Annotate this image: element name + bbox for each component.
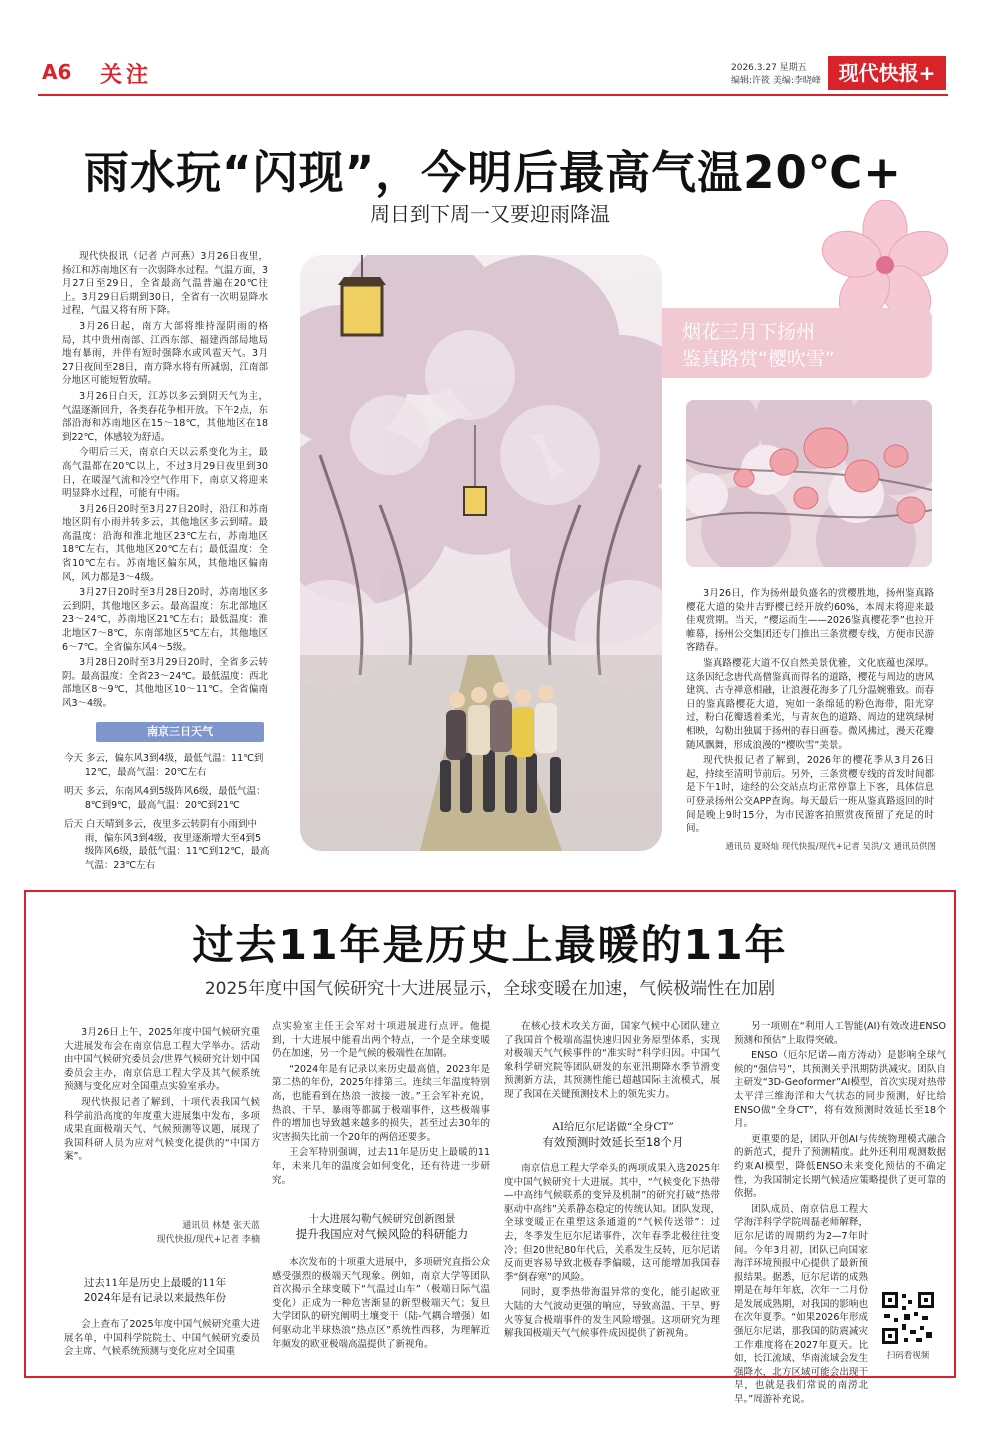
yangzhou-title-band [662, 308, 932, 378]
feature-col1 [64, 1026, 260, 1166]
feature-subheading-1 [50, 1276, 260, 1306]
top-paragraph: 3月26日起，南方大部将维持湿阴雨的格局，其中贵州南部、江西东部、福建西部局地局地有暴雨，并伴有短时强降水或风雹天气。3月27日夜间至28日，南方降水将有所减弱，江南部分地区可能短暂放晴。 [62, 320, 268, 387]
top-paragraph: 现代快报讯（记者 卢河燕）3月26日夜里，扬江和苏南地区有一次弱降水过程。气温方面，3月27日至29日，全省最高气温普遍在20℃往上。3月29日后期到30日，全省有一次明显降水过程，气温又将有所下降。 [62, 251, 268, 317]
yangzhou-title-line2: 鉴真路赏“樱吹雪” [682, 348, 835, 370]
feature-paragraph: 团队成员、南京信息工程大学海洋科学学院周磊老师解释，厄尔尼诺的周期约为2—7年时间。今年3月初，团队已向国家海洋环境预报中心提供了最新预报结果。据悉，厄尔尼诺的成熟期是在每年年底，次年一二月份是发展成熟期，对我国的影响也在次年夏季。“如果2026年形成强厄尔尼诺，那我国的防震减灾工作难度将在2027年夏天。比如，长江流域、华南流域会发生强降水，北方区域可能会出现干旱，也就是我们常说的南涝北旱。”周游补充说。 [734, 1203, 868, 1406]
section-name: 关注 [100, 63, 153, 88]
forecast-list [64, 752, 270, 872]
feature-col2 [272, 1020, 490, 1189]
feature-subheading-2-line2: 提升我国应对气候风险的科研能力 [295, 1227, 469, 1241]
feature-col3 [504, 1020, 720, 1104]
feature-col2-tail [272, 1256, 490, 1353]
yangzhou-paragraph: 现代快报记者了解到，2026年的樱花季从3月26日起，持续至清明节前后。另外，三条赏樱专线的首发时间都是下午1时，途经的公交站点均正常停靠上下客，具体信息可登录扬州公交APP查询。每天最后一班从鉴真路返回的时间是晚上9时15分，为市民游客拍照赏夜预留了充足的时间。 [686, 755, 934, 835]
feature-subheading-2-line1: 十大进展勾勒气候研究创新图景 [308, 1213, 456, 1225]
qr-code[interactable] [880, 1290, 936, 1346]
newspaper-logo-text: 现代快报+ [838, 61, 936, 85]
qr-caption: 扫码看视频 [886, 1351, 930, 1361]
yangzhou-byline: 通讯员 夏晓灿 现代快报/现代+记者 吴洪/文 通讯员供图 [725, 842, 936, 852]
feature-subheading-2 [266, 1212, 498, 1242]
feature-paragraph: 现代快报记者了解到，十项代表我国气候科学前沿高度的年度重大进展集中发布，多项成果直面极端天气、气候预测等议题，展现了我国科研人员为应对气候变化提供的“中国方案”。 [64, 1096, 260, 1163]
feature-paragraph: 南京信息工程大学牵头的两项成果入选2025年度中国气候研究十大进展。其中，“气候变化下热带—中高纬气候联系的变异及机制”的研究打破“热带驱动中高纬”关系静态稳定的传统认知。团队发现，全球变暖正在重塑这条通道的“气候传送带”：过去，冬季发生厄尔尼诺事件，次年春季北极往往变冷；但20世纪80年代后，关系发生反转，厄尔尼诺反而更容易导致北极春季偏暖，这可能增加我国春季“倒春寒”的风险。 [504, 1163, 720, 1283]
feature-paragraph: 同时，夏季热带海温异常的变化，能引起欧亚大陆的大气波动更强的响应，导致高温、干旱、野火等复合极端事件的发生风险增强。这项研究为理解我国极端天气气候事件成因提供了新视角。 [504, 1287, 720, 1340]
top-subhead: 周日到下周一又要迎雨降温 [370, 202, 610, 226]
feature-paragraph: ENSO（厄尔尼诺—南方涛动）是影响全球气候的“强信号”，其预测关乎汛期防洪减灾。团队自主研发“3D-Geoformer”AI模型，首次实现对热带太平洋三维海洋和大气状态的同步预测，好比给ENSO做“全身CT”，将有效预测时效延长至18个月。 [734, 1050, 946, 1130]
cherry-blossom-avenue-photo [300, 255, 662, 851]
top-headline: 雨水玩“闪现”，今明后最高气温20℃+ [84, 146, 902, 199]
issue-date: 2026.3.27 星期五 [731, 63, 807, 73]
forecast-tomorrow: 明天 多云，东南风4到5级阵风6级，最低气温：8℃到9℃，最高气温：20℃到21℃ [64, 786, 266, 811]
feature-paragraph: 点实验室主任王会军对十项进展进行点评。他提到，十大进展中能看出两个特点，一个是全球变暖仍在加速，另一个是气候的极端性在加剧。 [272, 1021, 490, 1060]
feature-paragraph: 更重要的是，团队开创AI与传统物理模式融合的新范式，提升了预测精度。此外还利用观测数据约束AI模型，降低ENSO未来变化预估的不确定性，为我国制定长期气候适应策略提供了更可靠的依据。 [734, 1133, 946, 1200]
feature-paragraph: 在核心技术攻关方面，国家气候中心团队建立了我国首个极端高温快速归因业务原型体系，实现对极端天气气候事件的“准实时”科学归因。中国气象科学研究院等团队研发的东亚汛期降水季节滑变预测新方法，其预测性能已超越国际主流模式，展现了我国在关键预测技术上的领先实力。 [504, 1021, 720, 1100]
feature-col1-byline-1: 通讯员 林楚 张天蓝 [182, 1221, 260, 1231]
feature-paragraph: 3月26日上午，2025年度中国气候研究重大进展发布会在南京信息工程大学举办。活动由中国气候研究委员会/世界气候研究计划中国委员会主办，南京信息工程大学及其气候系统预测与变化应对全国重点实验室承办。 [64, 1027, 260, 1093]
feature-paragraph: 另一项则在“利用人工智能(AI)有效改进ENSO预测和预估”上取得突破。 [734, 1021, 946, 1046]
forecast-day-after: 后天 白天晴到多云，夜里多云转阴有小雨到中雨，偏东风3到4级，夜里逐渐增大至4到5级阵风6级，最低气温：11℃到12℃，最高气温：23℃左右 [64, 819, 270, 871]
top-paragraph: 3月27日20时至3月28日20时，苏南地区多云到阴，其他地区多云。最高温度：东北部地区23～24℃，苏南地区21℃左右；最低温度：淮北地区7～8℃，东南部地区5℃左右，其他地区6～7℃。全省偏东风4～5级。 [62, 587, 268, 653]
feature-paragraph: 会上查布了2025年度中国气候研究重大进展名单，中国科学院院士、中国气候研究委员会主席、气候系统预测与变化应对全国重 [64, 1319, 260, 1358]
weather-box-title [96, 722, 264, 742]
feature-paragraph: 本次发布的十项重大进展中，多项研究直指公众感受强烈的极端天气现象。例如，南京大学等团队首次揭示全球变暖下“气温过山车”（极端日际气温变化）正成为一种危害渐显的新型极端天气；复旦大学团队的研究阐明土壤变干（陆-气耦合增强）如何驱动北半球热浪“热点区”系统性西移，为理解近年频发的欧亚极端高温提供了新视角。 [272, 1257, 490, 1350]
editors: 编辑:许筱 美编:李晓峰 [731, 76, 821, 86]
feature-paragraph: “2024年是有记录以来历史最高值，2023年是第二热的年份，2025年排第三。连续三年温度特别高，也能看到在热浪一波接一波。”王会军补充说，热浪、干旱、暴雨等都属于极端事件，这些极端事件的增加也导致越来越多的损失，甚至过去30年的灾害损失比前一个20年的两倍还要多。 [272, 1063, 490, 1143]
forecast-today: 今天 多云，偏东风3到4级，最低气温：11℃到12℃，最高气温：20℃左右 [64, 753, 264, 778]
top-paragraph: 今明后三天，南京白天以云系变化为主，最高气温都在20℃以上，不过3月29日夜里到30日，在暖湿气流和冷空气作用下，南京又将迎来明显降水过程，可能有中雨。 [62, 447, 268, 500]
feature-subheading-1-line2: 2024年是有记录以来最热年份 [83, 1292, 227, 1304]
newspaper-logo [828, 56, 946, 90]
page-number: A6 [42, 60, 72, 84]
top-paragraph: 3月28日20时至3月29日20时，全省多云转阴。最高温度：全省23～24℃。最低温度：西北部地区8～9℃，其他地区10～11℃。全省偏南风3～4级。 [62, 657, 268, 709]
top-story-body [62, 250, 268, 713]
feature-subheading-3 [500, 1120, 726, 1150]
feature-subheading-1-line1: 过去11年是历史上最暖的11年 [83, 1277, 227, 1289]
weather-box-title-text: 南京三日天气 [147, 725, 213, 738]
lantern-blossom-photo [686, 400, 932, 567]
yangzhou-paragraph: 3月26日，作为扬州最负盛名的赏樱胜地，扬州鉴真路樱花大道的染井吉野樱已经开放约60%，本周末将迎来最佳观赏期。当天，“樱运而生——2026鉴真樱花季”也拉开帷幕，扬州公交集团还专门推出三条赏樱专线，方便市民游客踏春。 [686, 588, 934, 654]
feature-col1-tail [64, 1318, 260, 1361]
masthead [38, 58, 948, 92]
feature-subheading-3-line1: AI给厄尔尼诺做“全身CT” [552, 1121, 674, 1133]
yangzhou-paragraph: 鉴真路樱花大道不仅自然美景优雅，文化底蕴也深厚。这条因纪念唐代高僧鉴真而得名的道路，樱花与周边的唐风建筑、古寺禅意相融，让浪漫花海多了几分温婉雅致。而春日的鉴真路樱花大道，宛如一条绵延的粉色海带，阳光穿过，粉白花瓣透着柔光，与青灰色的道路、周边的建筑绿树相映，勾勒出独属于扬州的春日画卷。微风拂过，漫天花瓣随风飘舞，形成浪漫的“樱吹雪”美景。 [686, 657, 934, 751]
feature-headline: 过去11年是历史上最暖的11年 [192, 921, 788, 969]
feature-subhead: 2025年度中国气候研究十大进展显示，全球变暖在加速，气候极端性在加剧 [204, 979, 776, 999]
yangzhou-title-line1: 烟花三月下扬州 [682, 321, 816, 343]
feature-subheading-3-line2: 有效预测时效延长至18个月 [542, 1135, 684, 1149]
yangzhou-body [686, 587, 934, 838]
top-paragraph: 3月26日20时至3月27日20时，沿江和苏南地区阴有小雨并转多云，其他地区多云到晴。最高温度：沿海和淮北地区23℃左右，苏南地区18℃左右，其他地区20℃左右；最低温度：全省10℃左右。苏南地区偏东风，其他地区偏南风，风力都是3～4级。 [62, 503, 268, 583]
feature-col3-tail [504, 1162, 720, 1343]
masthead-rule [38, 94, 948, 96]
feature-paragraph: 王会军特别强调，过去11年是历史上最暖的11年，未来几年的温度会如何变化，还有待进一步研究。 [272, 1147, 490, 1186]
top-paragraph: 3月26日白天，江苏以多云到阴天气为主，气温逐渐回升，各类春花争相开放。下午2点，东部沿海和苏南地区在15～18℃，其他地区在18到22℃，体感较为舒适。 [62, 390, 268, 443]
feature-col1-byline-2: 现代快报/现代+记者 李楠 [156, 1235, 260, 1245]
